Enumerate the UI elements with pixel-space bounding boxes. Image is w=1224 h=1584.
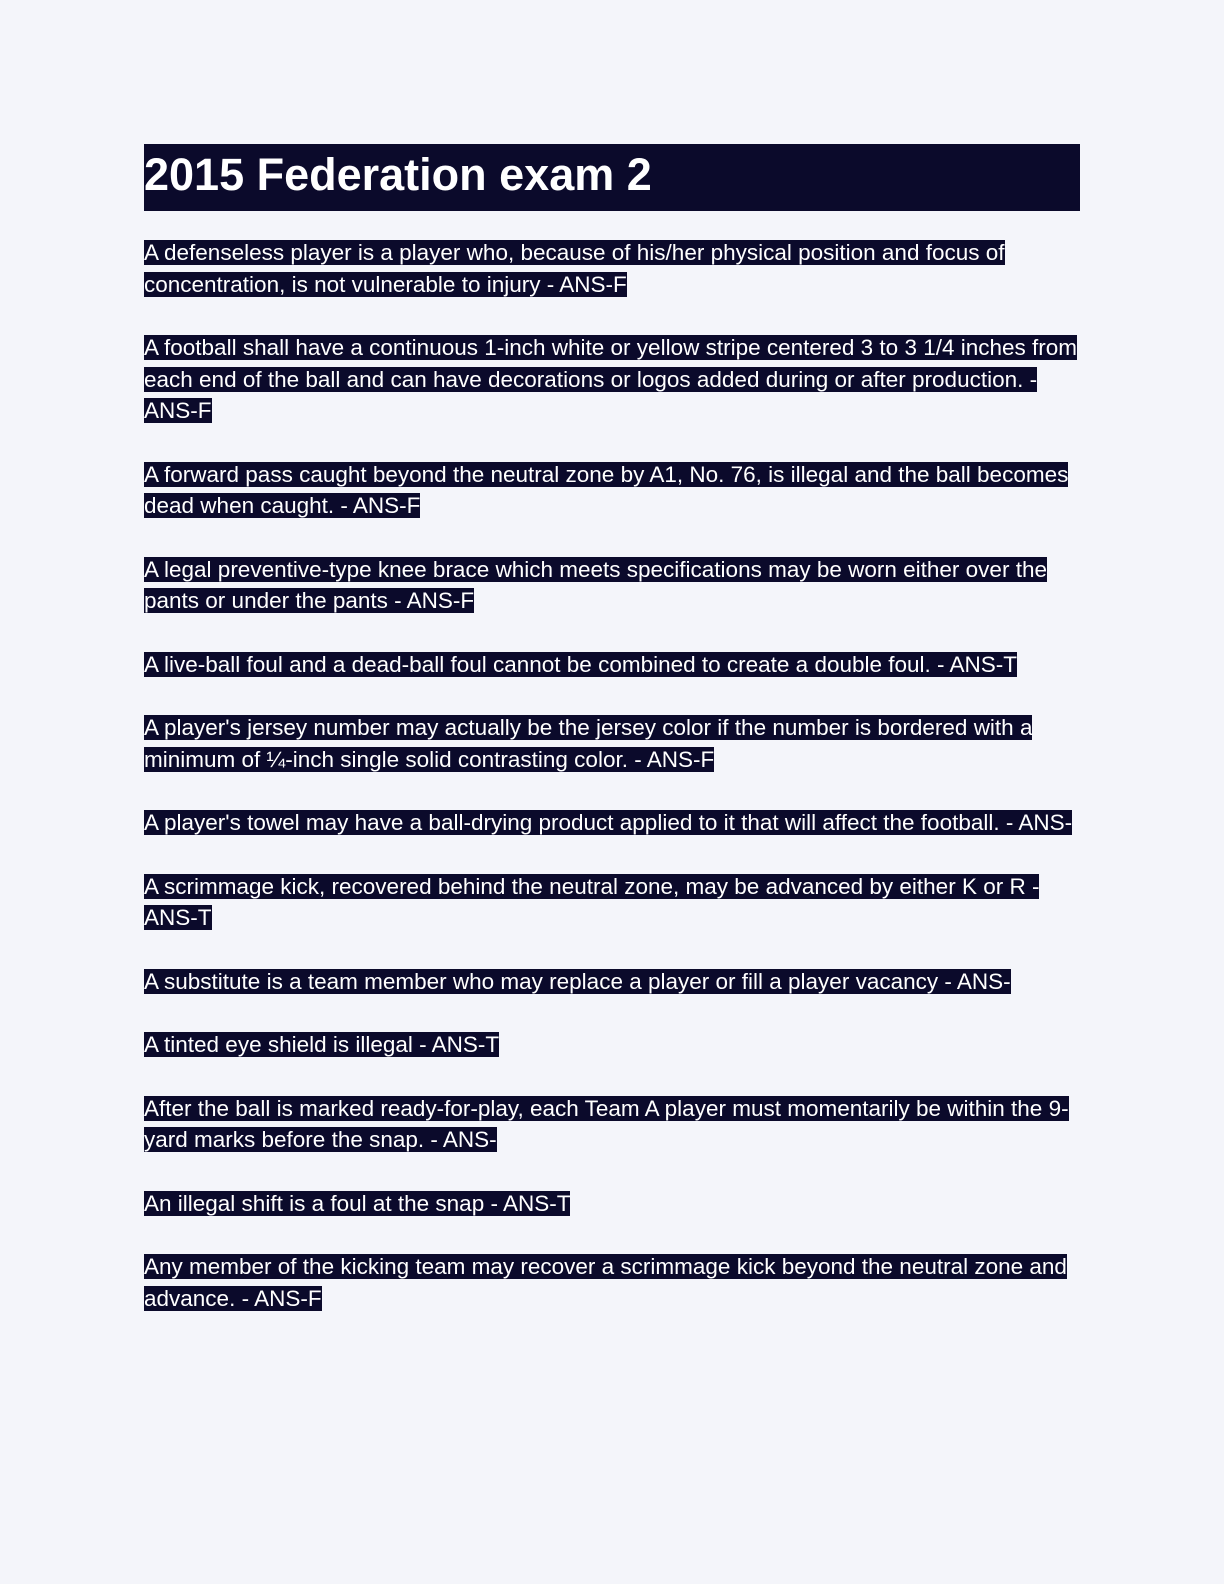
question-item: [144, 332, 1080, 427]
question-item: [144, 807, 1080, 839]
question-text: After the ball is marked ready-for-play, each Team A player must momentarily be within the 9-yard marks before the snap. - ANS-: [144, 1095, 1069, 1152]
document-page: [144, 144, 1080, 1346]
question-item: [144, 554, 1080, 617]
question-text: A live-ball foul and a dead-ball foul cannot be combined to create a double foul. - ANS-T: [144, 651, 1018, 677]
question-item: [144, 966, 1080, 998]
question-text: A tinted eye shield is illegal - ANS-T: [144, 1032, 500, 1057]
question-item: [144, 459, 1080, 522]
page-title: 2015 Federation exam 2: [144, 149, 652, 200]
question-item: [144, 1093, 1080, 1156]
question-text: An illegal shift is a foul at the snap - ANS-T: [144, 1190, 571, 1216]
question-text: A football shall have a continuous 1-inch white or yellow stripe centered 3 to 3 1/4 inches from each end of the ball and can have decorations or logos added during or after production. - ANS-F: [144, 335, 1078, 423]
question-item: [144, 1029, 1080, 1061]
question-item: [144, 1188, 1080, 1220]
question-item: [144, 712, 1080, 775]
question-text: A player's towel may have a ball-drying product applied to it that will affect the football. - ANS-: [144, 810, 1073, 835]
question-text: A forward pass caught beyond the neutral zone by A1, No. 76, is illegal and the ball becomes dead when caught. - ANS-F: [144, 461, 1069, 518]
question-text: A legal preventive-type knee brace which meets specifications may be worn either over the pants or under the pants - ANS-F: [144, 556, 1047, 613]
question-text: A player's jersey number may actually be the jersey color if the number is bordered with a minimum of ¼-inch single solid contrasting color. - ANS-F: [144, 715, 1033, 772]
title-bar: [144, 144, 1080, 211]
question-list: [144, 237, 1080, 1314]
question-item: [144, 237, 1080, 300]
question-text: A substitute is a team member who may replace a player or fill a player vacancy - ANS-: [144, 968, 1011, 994]
question-item: [144, 649, 1080, 681]
question-item: [144, 1251, 1080, 1314]
question-text: A defenseless player is a player who, because of his/her physical position and focus of concentration, is not vulnerable to injury - ANS-F: [144, 240, 1005, 297]
question-item: [144, 871, 1080, 934]
question-text: Any member of the kicking team may recover a scrimmage kick beyond the neutral zone and advance. - ANS-F: [144, 1254, 1067, 1311]
question-text: A scrimmage kick, recovered behind the neutral zone, may be advanced by either K or R - ANS-T: [144, 873, 1040, 930]
